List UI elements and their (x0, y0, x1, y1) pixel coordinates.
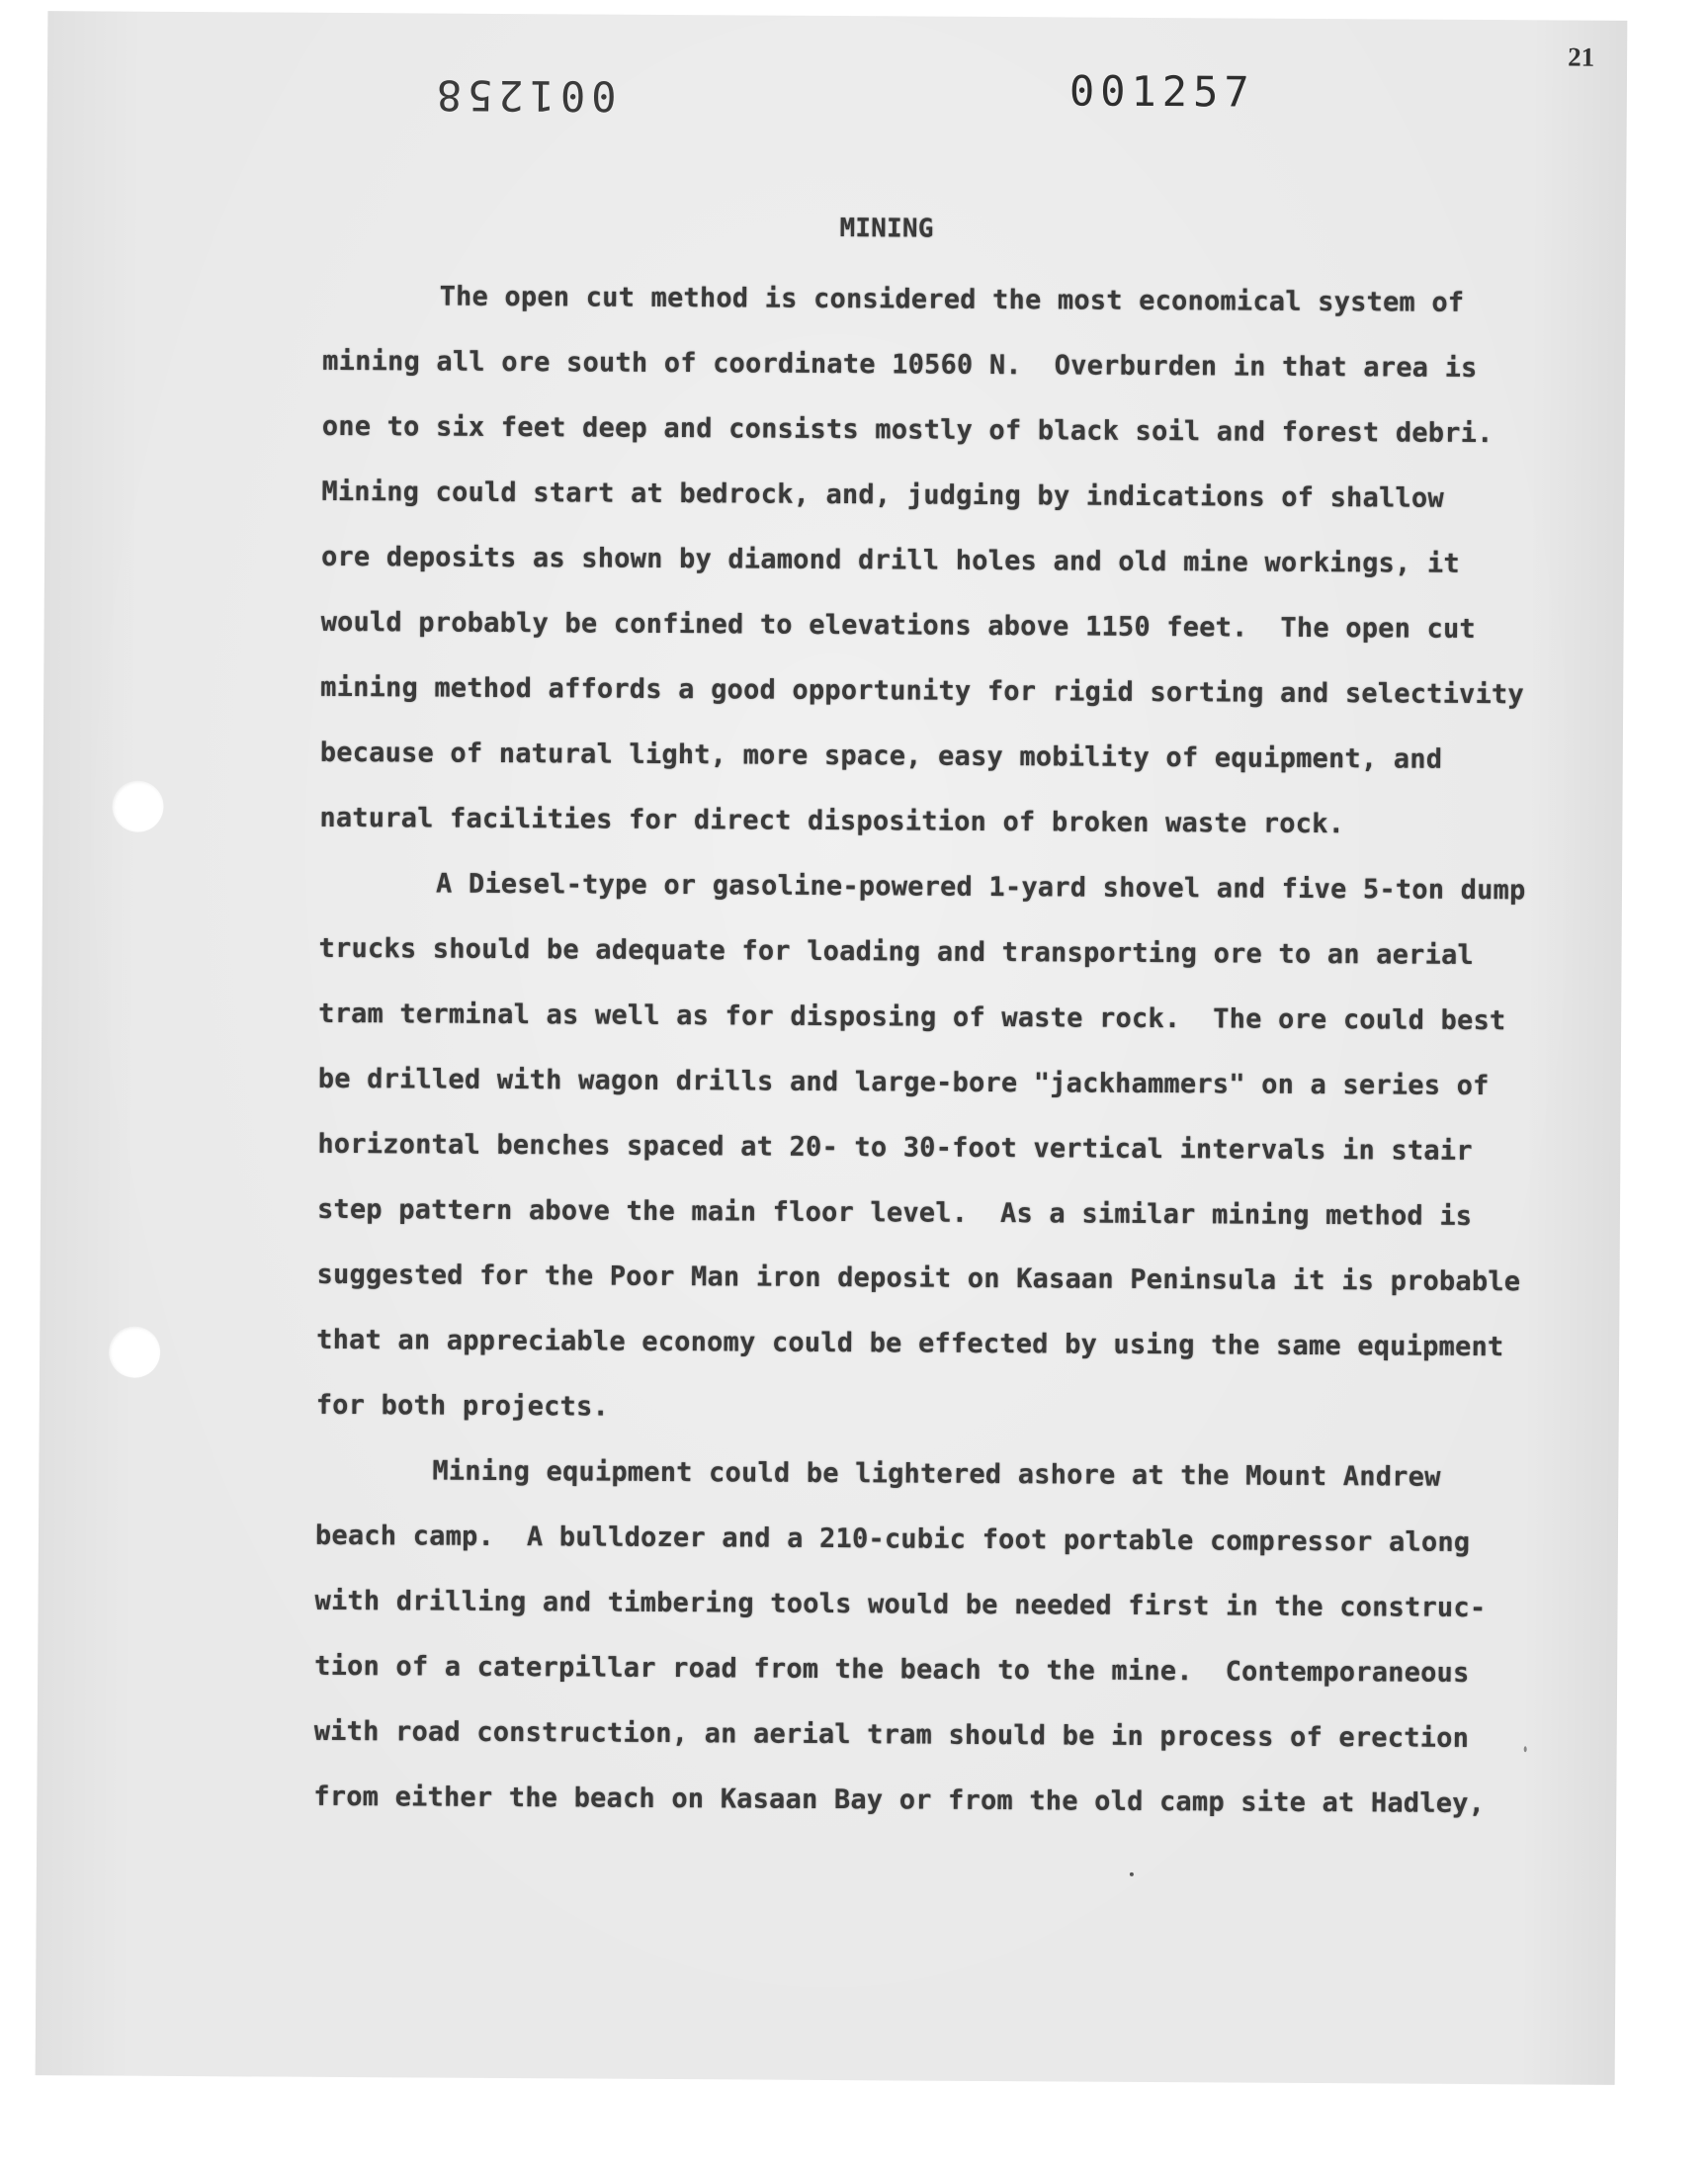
text-line: natural facilities for direct disposition of broken waste rock. (319, 802, 1345, 840)
text-line: beach camp. A bulldozer and a 210-cubic foot portable compressor along (314, 1520, 1471, 1558)
text-line: suggested for the Poor Man iron deposit on Kasaan Peninsula it is probable (316, 1259, 1521, 1298)
document-body (313, 201, 1598, 1838)
text-line: one to six feet deep and consists mostly of black soil and forest debri. (321, 410, 1494, 450)
document-stamp-upside-down: 001258 (430, 70, 617, 121)
text-line: A Diesel-type or gasoline-powered 1-yard shovel and five 5-ton dump (435, 868, 1526, 907)
text-line: for both projects. (315, 1389, 610, 1423)
paragraph (319, 264, 1598, 859)
text-line: Mining could start at bedrock, and, judging by indications of shallow (321, 476, 1444, 514)
section-heading: MINING (839, 214, 934, 244)
text-line: step pattern above the main floor level. As a similar mining method is (316, 1193, 1473, 1232)
text-line: from either the beach on Kasaan Bay or from the old camp site at Hadley, (313, 1781, 1486, 1820)
text-line: trucks should be adequate for loading and transporting ore to an aerial (318, 932, 1475, 971)
document-stamp: 001257 (1068, 66, 1255, 117)
text-line: horizontal benches spaced at 20- to 30-foot vertical intervals in stair (317, 1128, 1473, 1167)
document-page (36, 11, 1628, 2085)
text-line: tion of a caterpillar road from the beach to the mine. Contemporaneous (314, 1650, 1470, 1689)
paper-speck (1130, 1872, 1134, 1876)
text-line: with drilling and timbering tools would be needed first in the construc- (314, 1585, 1487, 1624)
text-line: mining all ore south of coordinate 10560 N. Overburden in that area is (322, 345, 1478, 384)
paper-speck (1524, 1746, 1527, 1752)
text-line: with road construction, an aerial tram should be in process of erection (313, 1715, 1470, 1754)
text-line: that an appreciable economy could be effected by using the same equipment (316, 1324, 1504, 1363)
paragraph (316, 851, 1595, 1446)
punch-hole (109, 1327, 160, 1378)
text-line: The open cut method is considered the most economical system of (439, 281, 1465, 318)
text-line: Mining equipment could be lightered ashore at the Mount Andrew (432, 1455, 1441, 1493)
text-line: because of natural light, more space, easy mobility of equipment, and (319, 737, 1443, 775)
punch-hole (112, 781, 163, 832)
text-line: ore deposits as shown by diamond drill holes and old mine workings, it (320, 541, 1460, 579)
page-number: 21 (1568, 42, 1595, 72)
text-line: mining method affords a good opportunity for rigid sorting and selectivity (320, 671, 1524, 711)
text-line: tram terminal as well as for disposing of waste rock. The ore could best (318, 998, 1506, 1037)
text-line: be drilled with wagon drills and large-bore "jackhammers" on a series of (317, 1063, 1490, 1102)
paragraph (313, 1438, 1590, 1838)
text-line: would probably be confined to elevations above 1150 feet. The open cut (320, 606, 1477, 645)
